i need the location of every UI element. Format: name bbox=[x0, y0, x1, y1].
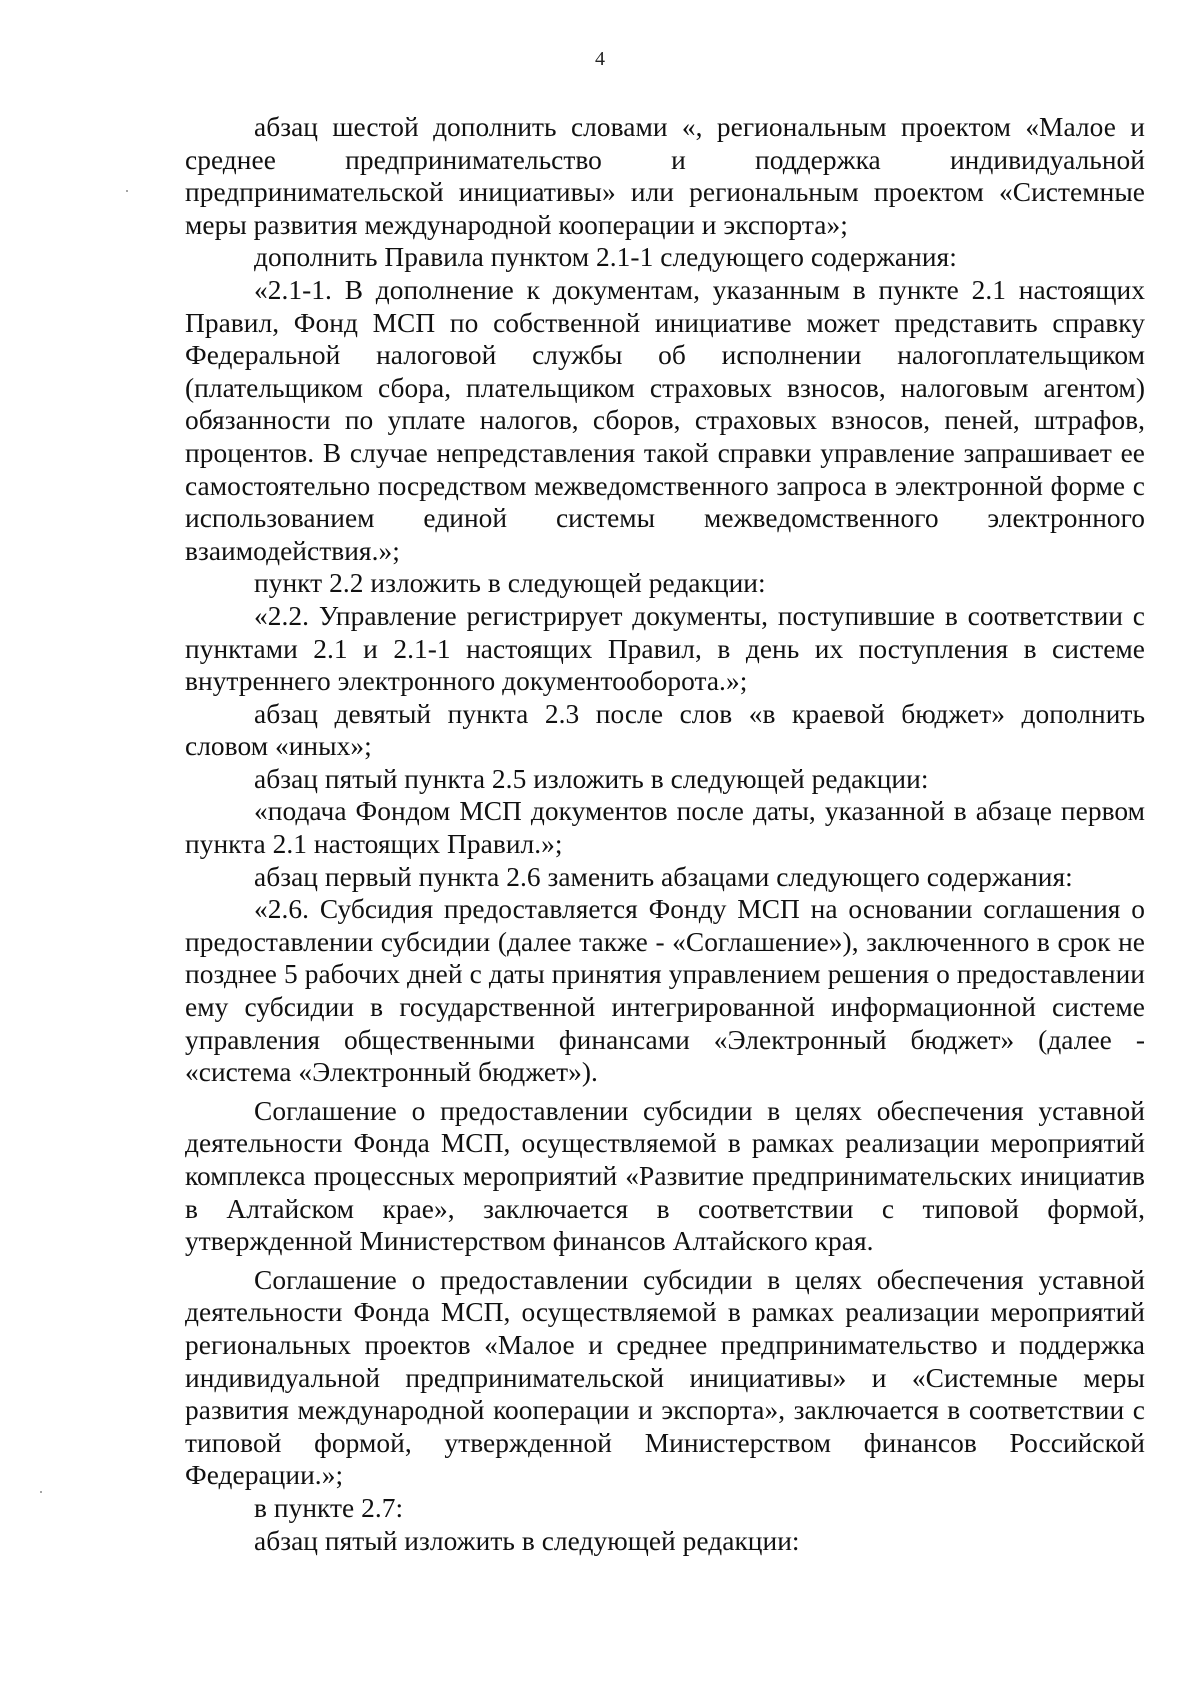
paragraph-4: пункт 2.2 изложить в следующей редакции: bbox=[254, 568, 766, 599]
paragraph-10: «2.6. Субсидия предоставляется Фонду МСП на основании соглашения о предоставлении субсидии (далее также - «Соглашение»), заключенного в срок не позднее 5 рабочих дней с даты принятия управлением решения о предоставлении ему субсидии в государственной интегрированной информационной системе управления общественными финансами «Электронный бюджет» (далее - «система «Электронный бюджет»). bbox=[185, 894, 1145, 1088]
scan-speck bbox=[126, 190, 128, 192]
paragraph-2: дополнить Правила пунктом 2.1-1 следующего содержания: bbox=[254, 242, 957, 273]
paragraph-14: абзац пятый изложить в следующей редакции: bbox=[254, 1525, 800, 1556]
paragraph-5: «2.2. Управление регистрирует документы, поступившие в соответствии с пунктами 2.1 и 2.1-1 настоящих Правил, в день их поступления в системе внутреннего электронного документооборота.»; bbox=[185, 600, 1145, 697]
paragraph-13: в пункте 2.7: bbox=[254, 1492, 404, 1523]
scan-speck bbox=[40, 1491, 42, 1493]
paragraph-7: абзац пятый пункта 2.5 изложить в следующей редакции: bbox=[254, 763, 929, 794]
page-number: 4 bbox=[595, 48, 605, 70]
paragraph-9: абзац первый пункта 2.6 заменить абзацами следующего содержания: bbox=[254, 861, 1073, 892]
paragraph-12: Соглашение о предоставлении субсидии в целях обеспечения уставной деятельности Фонда МСП, осуществляемой в рамках реализации мероприятий региональных проектов «Малое и среднее предпринимательство и поддержка индивидуальной предпринимательской инициативы» и «Системные меры развития международной кооперации и экспорта», заключается в соответствии с типовой формой, утвержденной Министерством финансов Российской Федерации.»; bbox=[185, 1264, 1145, 1491]
paragraph-1: абзац шестой дополнить словами «, региональным проектом «Малое и среднее предпринимательство и поддержка индивидуальной предпринимательской инициативы» или региональным проектом «Системные меры развития международной кооперации и экспорта»; bbox=[185, 112, 1145, 240]
paragraph-6: абзац девятый пункта 2.3 после слов «в краевой бюджет» дополнить словом «иных»; bbox=[185, 698, 1145, 762]
paragraph-8: «подача Фондом МСП документов после даты, указанной в абзаце первом пункта 2.1 настоящих Правил.»; bbox=[185, 796, 1145, 860]
paragraph-11: Соглашение о предоставлении субсидии в целях обеспечения уставной деятельности Фонда МСП, осуществляемой в рамках реализации мероприятий комплекса процессных мероприятий «Развитие предпринимательских инициатив в Алтайском крае», заключается в соответствии с типовой формой, утвержденной Министерством финансов Алтайского края. bbox=[185, 1095, 1145, 1257]
document-body bbox=[185, 111, 1145, 1557]
paragraph-3: «2.1-1. В дополнение к документам, указанным в пункте 2.1 настоящих Правил, Фонд МСП по собственной инициативе может представить справку Федеральной налоговой службы об исполнении налогоплательщиком (плательщиком сбора, плательщиком страховых взносов, налоговым агентом) обязанности по уплате налогов, сборов, страховых взносов, пеней, штрафов, процентов. В случае непредставления такой справки управление запрашивает ее самостоятельно посредством межведомственного запроса в электронной форме с использованием единой системы межведомственного электронного взаимодействия.»; bbox=[185, 274, 1145, 566]
